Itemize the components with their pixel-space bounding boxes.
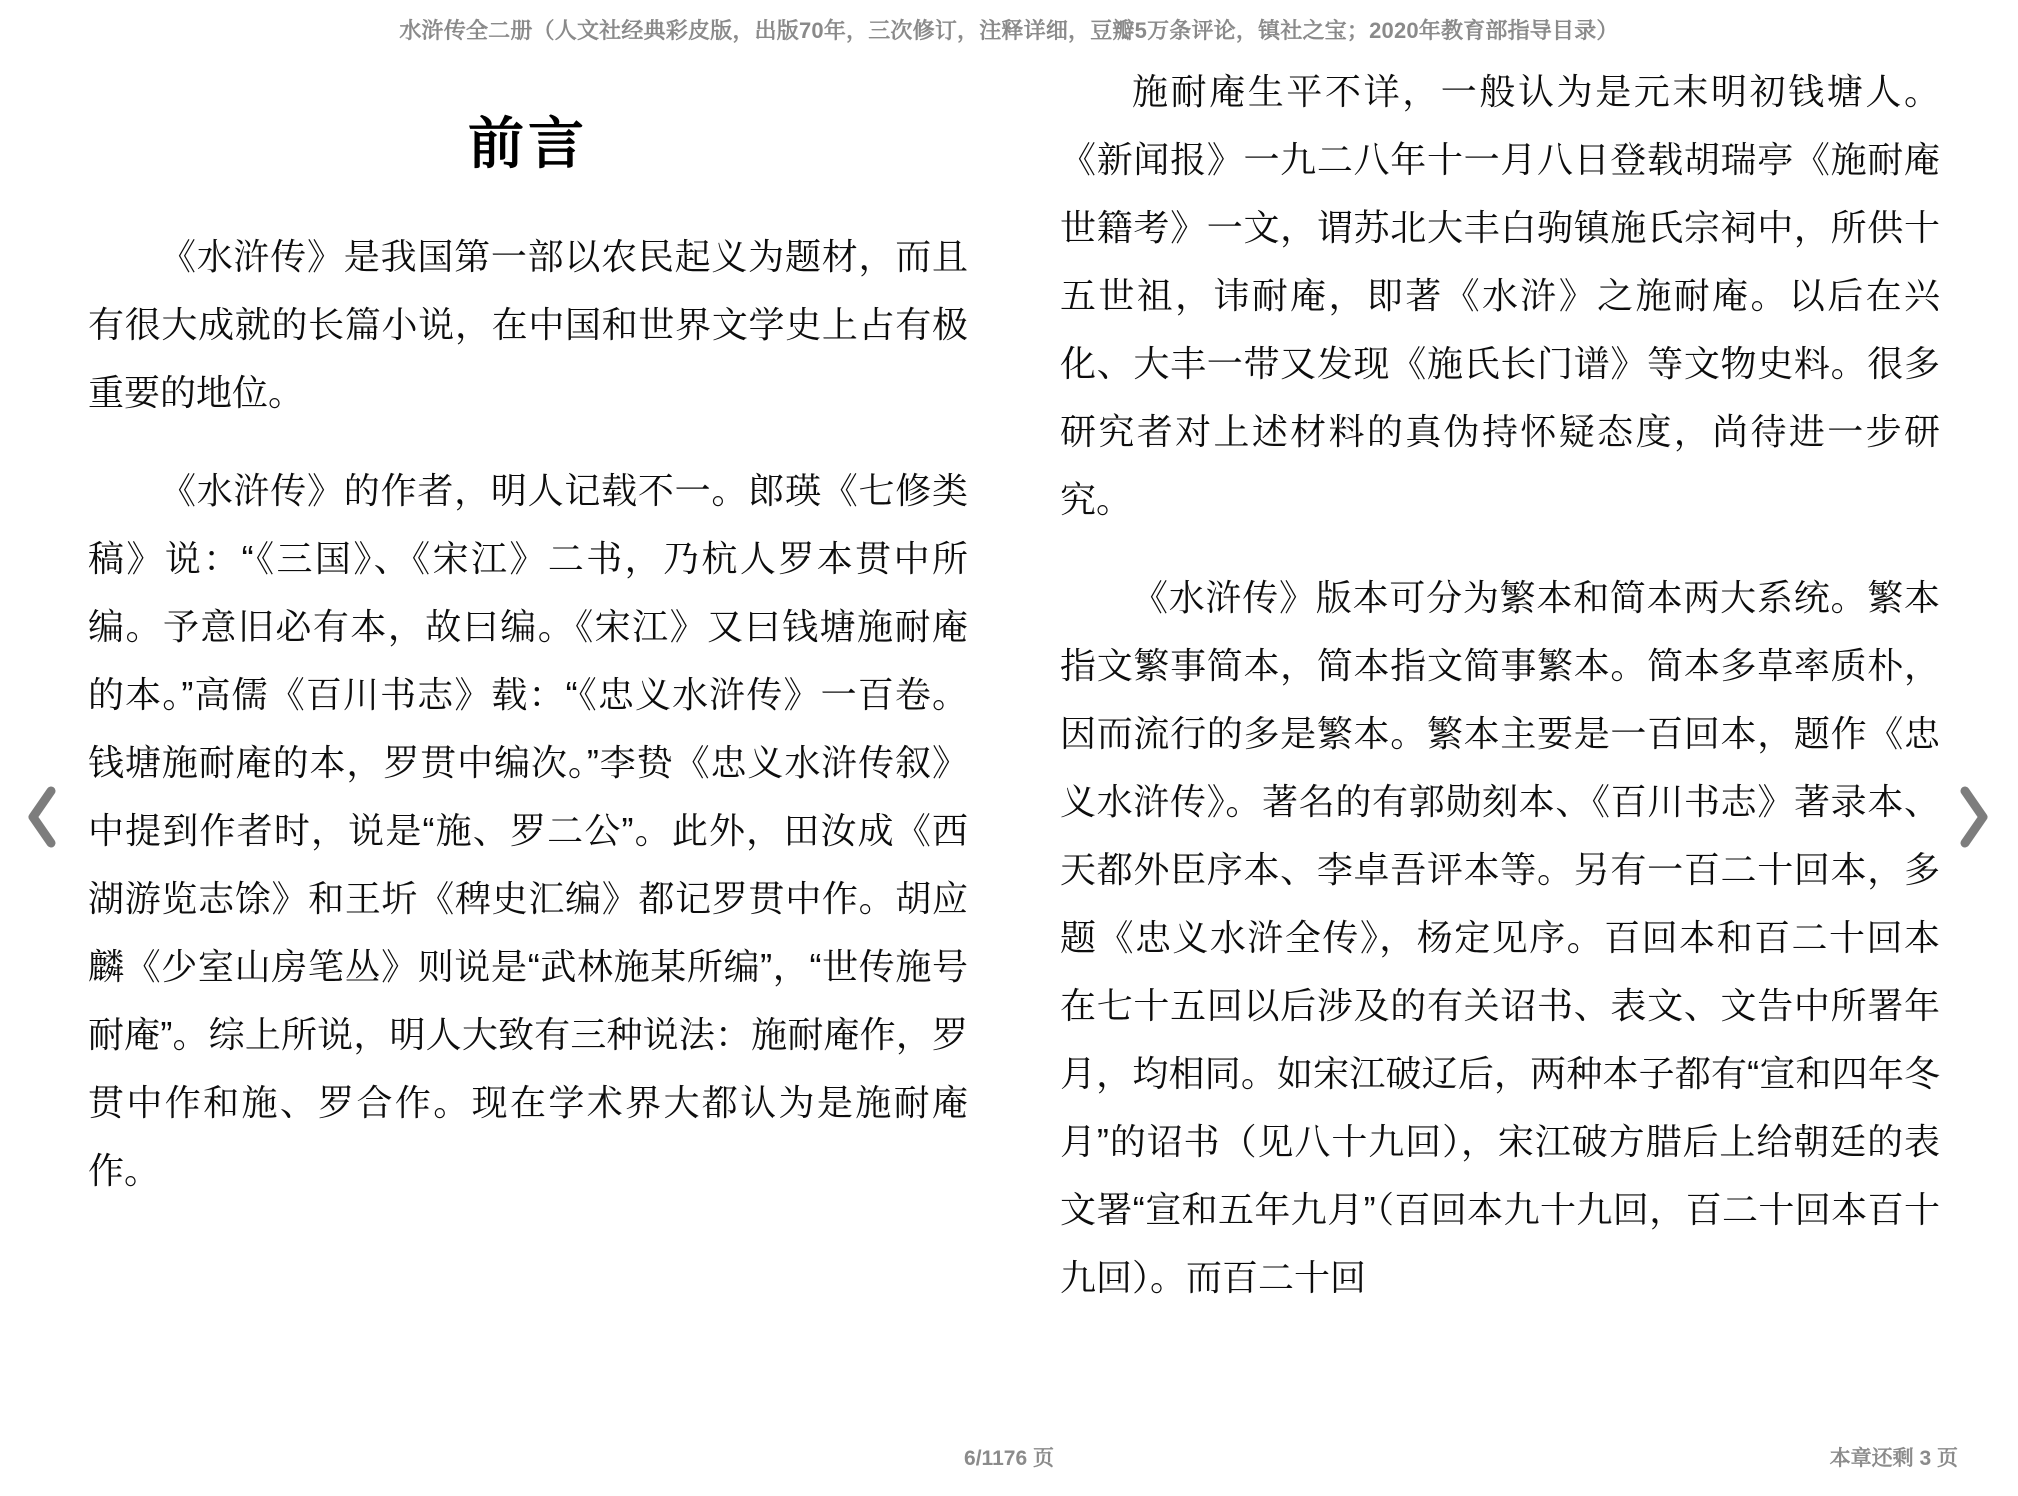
previous-page-button[interactable] [14, 776, 70, 858]
text-column-right [1060, 58, 1940, 1418]
chapter-remaining-label: 本章还剩 3 页 [1829, 1447, 1958, 1470]
paragraph: 施耐庵生平不详，一般认为是元末明初钱塘人。《新闻报》一九二八年十一月八日登载胡瑞亭《施耐庵世籍考》一文，谓苏北大丰白驹镇施氏宗祠中，所供十五世祖，讳耐庵，即著《水浒》之施耐庵。以后在兴化、大丰一带又发现《施氏长门谱》等文物史料。很多研究者对上述材料的真伪持怀疑态度，尚待进一步研究。 [1060, 71, 1940, 520]
page-indicator: 6/1176 页 [964, 1447, 1054, 1470]
chevron-left-icon [25, 786, 59, 848]
paragraph: 《水浒传》是我国第一部以农民起义为题材，而且有很大成就的长篇小说，在中国和世界文学史上占有极重要的地位。 [88, 236, 968, 414]
paragraph: 《水浒传》版本可分为繁本和简本两大系统。繁本指文繁事简本，简本指文简事繁本。简本多草率质朴，因而流行的多是繁本。繁本主要是一百回本，题作《忠义水浒传》。著名的有郭勋刻本、《百川书志》著录本、天都外臣序本、李卓吾评本等。另有一百二十回本，多题《忠义水浒全传》，杨定见序。百回本和百二十回本在七十五回以后涉及的有关诏书、表文、文告中所署年月，均相同。如宋江破辽后，两种本子都有“宣和四年冬月”的诏书（见八十九回），宋江破方腊后上给朝廷的表文署“宣和五年九月”（百回本九十九回，百二十回本百十九回）。而百二十回 [1060, 577, 1940, 1298]
chevron-right-icon [1957, 786, 1991, 848]
reader-footer-bar [0, 1428, 2018, 1496]
book-title: 水浒传全二册（人文社经典彩皮版，出版70年，三次修订，注释详细，豆瓣5万条评论，镇社之宝；2020年教育部指导目录） [399, 17, 1619, 43]
chapter-title: 前言 [468, 112, 588, 175]
next-page-button[interactable] [1946, 776, 2002, 858]
reader-page-body [0, 58, 2018, 1428]
paragraph: 《水浒传》的作者，明人记载不一。郎瑛《七修类稿》说：“《三国》、《宋江》二书，乃杭人罗本贯中所编。予意旧必有本，故曰编。《宋江》又曰钱塘施耐庵的本。”高儒《百川书志》载：“《忠义水浒传》一百卷。钱塘施耐庵的本，罗贯中编次。”李贽《忠义水浒传叙》中提到作者时，说是“施、罗二公”。此外，田汝成《西湖游览志馀》和王圻《稗史汇编》都记罗贯中作。胡应麟《少室山房笔丛》则说是“武林施某所编”，“世传施号耐庵”。综上所说，明人大致有三种说法：施耐庵作，罗贯中作和施、罗合作。现在学术界大都认为是施耐庵作。 [88, 470, 968, 1192]
text-column-left [88, 58, 968, 1418]
book-header-bar [0, 0, 2018, 58]
